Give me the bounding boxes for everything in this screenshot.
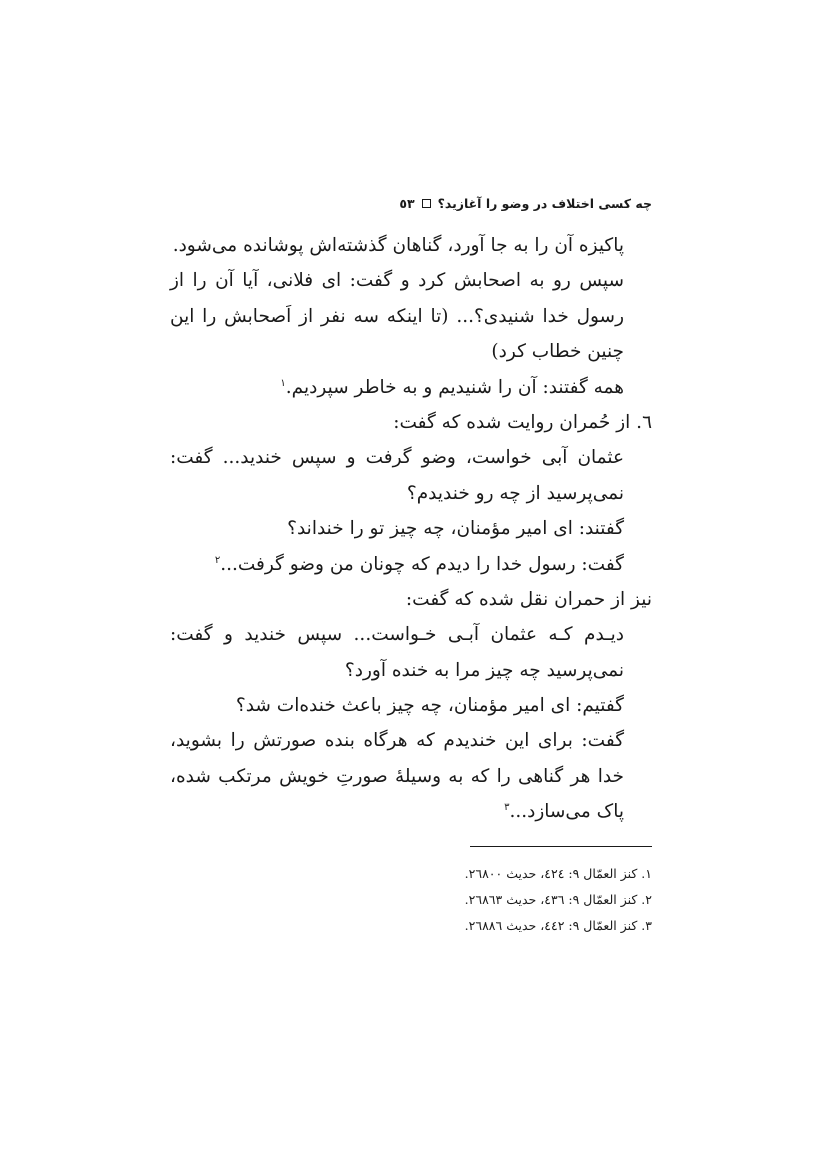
text-line: گفت: رسول خدا را دیدم که چونان من وضو گرفت...$^٢$	[214, 553, 624, 575]
text-line: گفتیم: ای امیر مؤمنان، چه چیز باعث خنده‌ات شد؟	[235, 695, 624, 717]
footnote-mark: ٣	[504, 802, 510, 814]
footnote-mark: ١	[280, 377, 286, 389]
footnote: ١. کنز العمّال ٩: ٤٢٤، حدیث ٢٦٨٠٠.	[464, 865, 652, 881]
text-line: رسول خدا شنیدی؟... (تا اینکه سه نفر از اَصحابش را این	[170, 305, 624, 327]
text-line: نیز از حمران نقل شده که گفت:	[405, 588, 652, 610]
footnote: ٣. کنز العمّال ٩: ٤٤٢، حدیث ٢٦٨٨٦.	[464, 917, 652, 933]
text-line: همه گفتند: آن را شنیدیم و به خاطر سپردیم.$^١$	[280, 376, 624, 398]
running-header	[170, 192, 652, 214]
footnote-mark: ٢	[214, 554, 221, 566]
text-line: دیـدم کـه عثمان آبـی خـواست... سپس خندید و گفت:	[170, 624, 624, 646]
text-line: نمی‌پرسید چه چیز مرا به خنده آورد؟	[344, 659, 624, 681]
footnote: ٢. کنز العمّال ٩: ٤٣٦، حدیث ٢٦٨٦٣.	[464, 891, 652, 907]
square-ornament-icon	[422, 199, 431, 208]
text-line: عثمان آبی خواست، وضو گرفت و سپس خندید... گفت:	[170, 447, 624, 469]
text-line: پاکیزه آن را به جا آورد، گناهان گذشته‌اش پوشانده می‌شود.	[172, 235, 624, 256]
footnote-divider	[470, 846, 652, 847]
text-line: پاک می‌سازد...$^٣$	[504, 801, 624, 823]
text-line: نمی‌پرسید از چه رو خندیدم؟	[406, 482, 624, 504]
footnotes	[170, 861, 652, 939]
page-number: ٥٣	[399, 195, 415, 211]
running-title: چه کسی اختلاف در وضو را آغازید؟	[437, 195, 652, 211]
text-line: گفت: برای این خندیدم که هرگاه بنده صورتش را بشوید،	[170, 730, 624, 752]
text-line: گفتند: ای امیر مؤمنان، چه چیز تو را خنداند؟	[287, 518, 624, 540]
body-text	[170, 228, 652, 830]
text-line: چنین خطاب کرد)	[491, 341, 624, 363]
book-page	[170, 192, 652, 939]
text-line: سپس رو به اصحابش کرد و گفت: ای فلانی، آیا آن را از	[170, 270, 624, 292]
text-line: خدا هر گناهی را که به وسیلهٔ صورتِ خویش مرتکب شده،	[170, 765, 624, 787]
text-line: ٦. از حُمران روایت شده که گفت:	[393, 411, 652, 433]
